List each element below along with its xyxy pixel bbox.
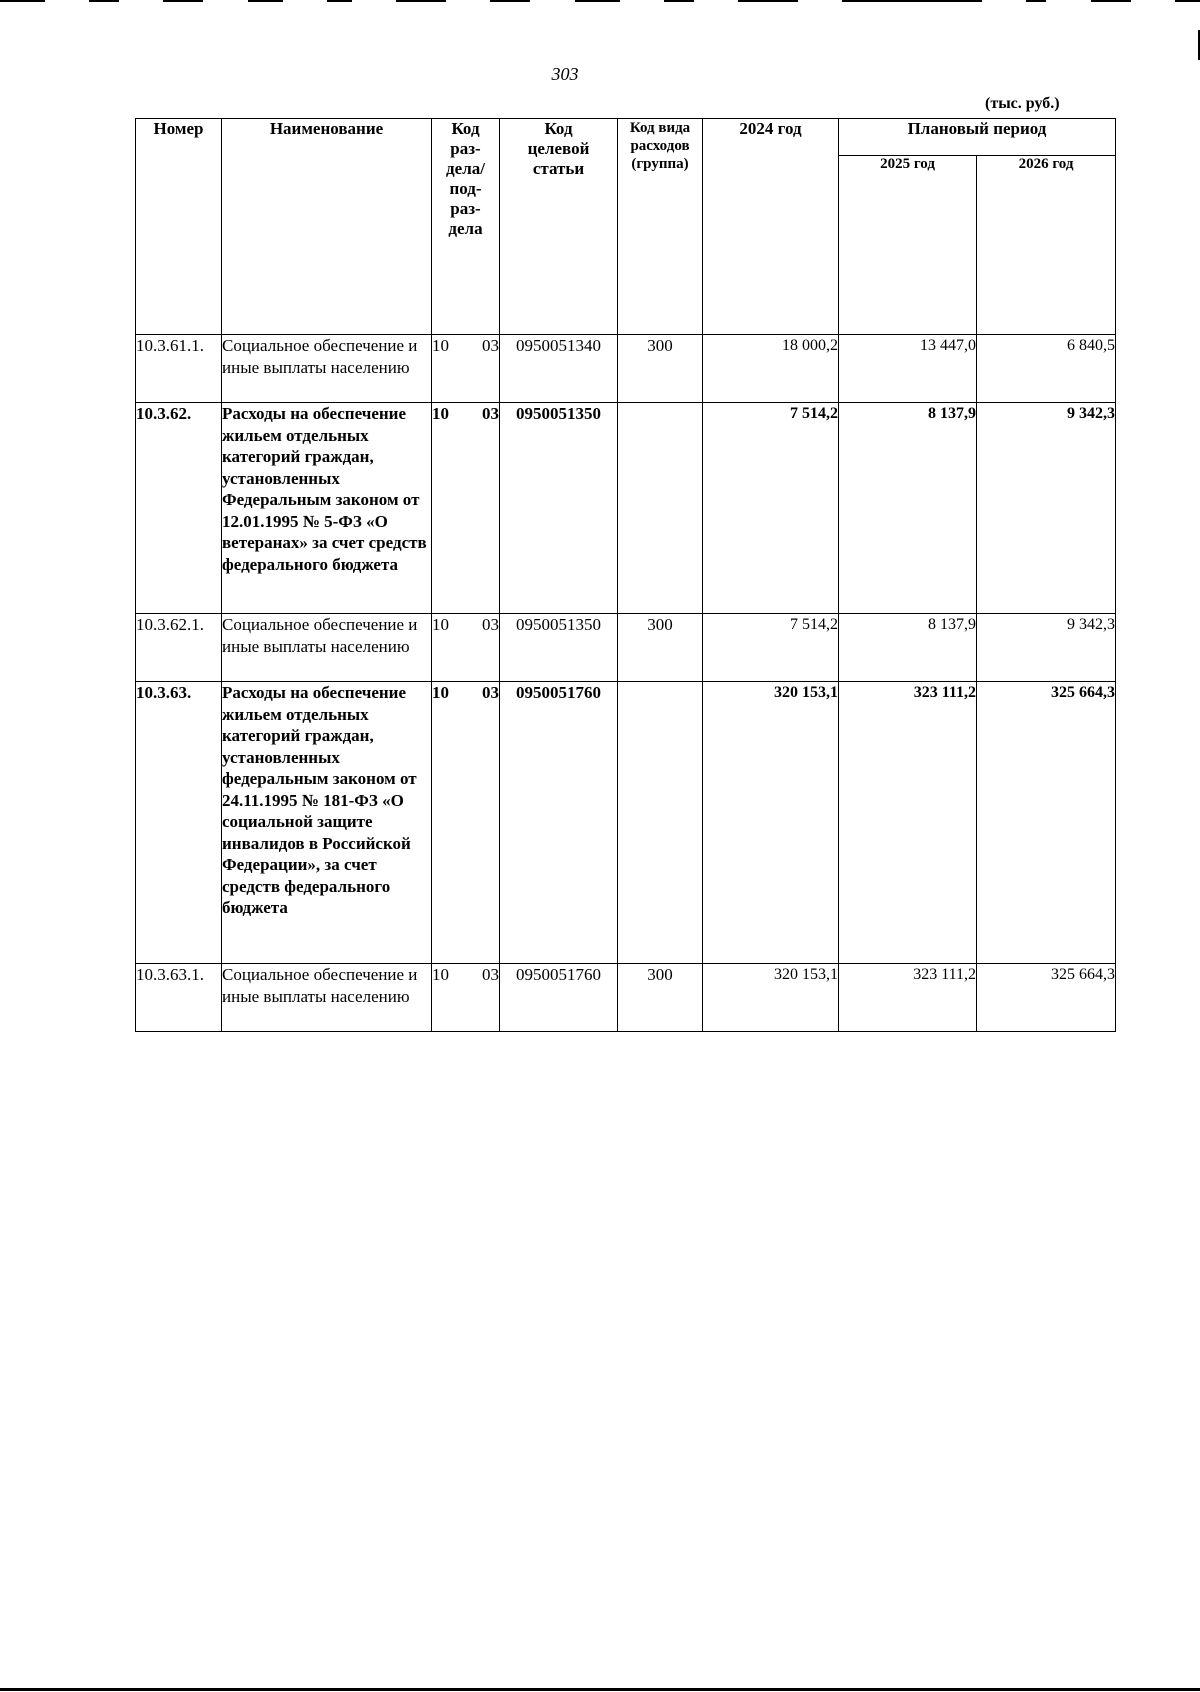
- header-row: [136, 119, 1116, 156]
- row-name: Социальное обеспечение и иные выплаты населению: [222, 964, 432, 1032]
- row-value-2025: 323 111,2: [839, 682, 977, 964]
- header-planning-period: Плановый период: [839, 119, 1116, 156]
- header-section-code: Код раз- дела/ под- раз- дела: [432, 119, 500, 335]
- row-name: Расходы на обеспечение жильем отдельных категорий граждан, установленных федеральным законом от 24.11.1995 № 181-ФЗ «О социальной защите инвалидов в Российской Федерации», за счет средств федерального бюджета: [222, 682, 432, 964]
- row-value-2024: 7 514,2: [703, 403, 839, 614]
- row-section-code: [432, 335, 500, 403]
- budget-table: [135, 118, 1116, 1032]
- row-name: Расходы на обеспечение жильем отдельных категорий граждан, установленных Федеральным законом от 12.01.1995 № 5-ФЗ «О ветеранах» за счет средств федерального бюджета: [222, 403, 432, 614]
- unit-label: (тыс. руб.): [985, 95, 1060, 112]
- row-target-code: 0950051760: [500, 682, 618, 964]
- row-number: 10.3.61.1.: [136, 335, 222, 403]
- row-name: Социальное обеспечение и иные выплаты населению: [222, 335, 432, 403]
- page-number: 303: [551, 64, 579, 84]
- row-target-code: 0950051340: [500, 335, 618, 403]
- row-number: 10.3.62.1.: [136, 614, 222, 682]
- table-row: [136, 614, 1116, 682]
- header-name: Наименование: [222, 119, 432, 335]
- row-value-2026: 6 840,5: [977, 335, 1116, 403]
- scan-edge-bottom: [0, 1688, 1200, 1691]
- header-year-2024: 2024 год: [703, 119, 839, 335]
- row-section-code: [432, 964, 500, 1032]
- row-subsection: 03: [482, 683, 499, 702]
- row-expense-type: [618, 682, 703, 964]
- table-row: [136, 403, 1116, 614]
- row-value-2025: 8 137,9: [839, 614, 977, 682]
- header-year-2026: 2026 год: [977, 156, 1116, 335]
- row-section: 10: [432, 404, 449, 423]
- row-section: 10: [432, 965, 449, 984]
- header-year-2025: 2025 год: [839, 156, 977, 335]
- table-row: [136, 682, 1116, 964]
- row-expense-type: 300: [618, 614, 703, 682]
- row-expense-type: [618, 403, 703, 614]
- header-target-code: Код целевой статьи: [500, 119, 618, 335]
- row-number: 10.3.63.: [136, 682, 222, 964]
- row-value-2026: 325 664,3: [977, 682, 1116, 964]
- header-number: Номер: [136, 119, 222, 335]
- row-subsection: 03: [482, 404, 499, 423]
- table-row: [136, 964, 1116, 1032]
- table-row: [136, 335, 1116, 403]
- row-subsection: 03: [482, 336, 499, 355]
- row-expense-type: 300: [618, 335, 703, 403]
- row-number: 10.3.63.1.: [136, 964, 222, 1032]
- row-subsection: 03: [482, 965, 499, 984]
- row-target-code: 0950051350: [500, 403, 618, 614]
- row-expense-type: 300: [618, 964, 703, 1032]
- row-section-code: [432, 403, 500, 614]
- row-number: 10.3.62.: [136, 403, 222, 614]
- row-value-2024: 7 514,2: [703, 614, 839, 682]
- row-section: 10: [432, 615, 449, 634]
- row-target-code: 0950051760: [500, 964, 618, 1032]
- row-subsection: 03: [482, 615, 499, 634]
- row-value-2025: 13 447,0: [839, 335, 977, 403]
- header-expense-type: Код вида расходов (группа): [618, 119, 703, 335]
- row-name: Социальное обеспечение и иные выплаты населению: [222, 614, 432, 682]
- row-section-code: [432, 614, 500, 682]
- row-section: 10: [432, 683, 449, 702]
- row-value-2024: 18 000,2: [703, 335, 839, 403]
- row-value-2024: 320 153,1: [703, 964, 839, 1032]
- row-value-2026: 325 664,3: [977, 964, 1116, 1032]
- row-value-2025: 8 137,9: [839, 403, 977, 614]
- row-value-2026: 9 342,3: [977, 614, 1116, 682]
- row-value-2024: 320 153,1: [703, 682, 839, 964]
- row-target-code: 0950051350: [500, 614, 618, 682]
- row-section: 10: [432, 336, 449, 355]
- scan-edge-top: [0, 0, 1200, 2]
- row-value-2026: 9 342,3: [977, 403, 1116, 614]
- row-section-code: [432, 682, 500, 964]
- row-value-2025: 323 111,2: [839, 964, 977, 1032]
